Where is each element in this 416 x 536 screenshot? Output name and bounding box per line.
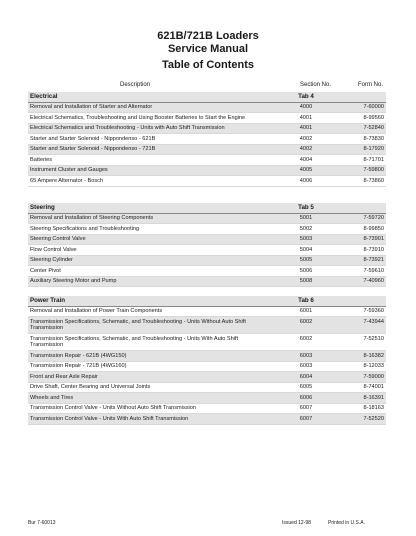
column-headers: [28, 82, 386, 92]
row-section-no: 6003: [299, 352, 313, 359]
toc-row: [28, 256, 386, 267]
toc-row: [28, 317, 386, 334]
toc-row: [28, 362, 386, 373]
section-name: Steering: [30, 203, 55, 211]
row-description: Steering Specifications and Troubleshooting: [30, 225, 140, 232]
col-section-no: Section No.: [300, 82, 332, 88]
row-form-no: 8-74001: [363, 384, 384, 390]
row-description: Instrument Cluster and Gauges: [30, 167, 108, 173]
title-block: [0, 30, 416, 71]
toc-row: [28, 124, 386, 135]
section-tab: Tab 6: [298, 296, 314, 304]
row-description: Drive Shaft, Center Bearing and Universal Joints: [30, 384, 151, 390]
footer-issue-date: Issued 12-98: [282, 520, 311, 526]
row-section-no: 4002: [299, 135, 313, 142]
toc-row: [28, 307, 386, 318]
footer-printed: Printed in U.S.A.: [328, 520, 365, 526]
row-form-no: 7-52520: [363, 415, 384, 422]
section-header: [28, 203, 386, 214]
row-section-no: 5008: [299, 278, 313, 284]
row-section-no: 5005: [299, 257, 313, 263]
row-section-no: 5003: [299, 236, 313, 242]
row-form-no: 8-71701: [363, 156, 384, 163]
row-description: Transmission Specifications, Schematic, and Troubleshooting - Units With Auto Shift Transmission: [30, 335, 239, 348]
row-section-no: 5001: [299, 215, 313, 221]
row-section-no: 4001: [299, 125, 313, 131]
row-section-no: 4002: [299, 146, 313, 152]
row-description: Transmission Specifications, Schematic, and Troubleshooting - Units Without Auto Shift Transmission: [30, 318, 246, 331]
row-section-no: 5002: [299, 225, 313, 232]
toc-row: [28, 224, 386, 235]
row-form-no: 8-99850: [363, 225, 384, 232]
toc-row: [28, 176, 386, 187]
row-section-no: 4005: [299, 167, 313, 173]
toc-row: [28, 277, 386, 288]
col-description: Description: [120, 82, 151, 88]
row-description: 65 Ampere Alternator - Bosch: [30, 177, 104, 184]
row-section-no: 6004: [299, 373, 313, 380]
toc-row: [28, 113, 386, 124]
manual-title: 621B/721B Loaders: [157, 30, 259, 42]
section-electrical: [28, 92, 386, 187]
row-description: Transmission Control Valve - Units With Auto Shift Transmission: [30, 415, 189, 422]
row-description: Transmission Repair - 721B (4WG160): [30, 363, 127, 369]
row-description: Electrical Schematics and Troubleshooting - Units with Auto Shift Transmission: [30, 125, 225, 131]
row-form-no: 7-52510: [363, 335, 384, 342]
section-tab: Tab 4: [298, 92, 314, 100]
row-form-no: 8-73901: [363, 236, 384, 242]
row-form-no: 8-12033: [363, 363, 384, 369]
row-form-no: 7-59610: [363, 267, 384, 274]
row-section-no: 6007: [299, 405, 313, 411]
section-header: [28, 296, 386, 307]
row-description: Batteries: [30, 156, 53, 163]
row-section-no: 4000: [299, 104, 313, 110]
row-section-no: 4001: [299, 114, 313, 121]
row-form-no: 8-18163: [363, 405, 384, 411]
section-name: Power Train: [30, 296, 66, 304]
row-section-no: 6005: [299, 384, 313, 390]
row-form-no: 8-73921: [363, 257, 384, 263]
row-form-no: 8-99560: [363, 114, 384, 121]
toc-row: [28, 166, 386, 177]
toc-row: [28, 372, 386, 383]
row-description: Transmission Control Valve - Units Without Auto Shift Transmission: [30, 405, 197, 411]
row-form-no: 8-16382: [363, 352, 384, 359]
row-form-no: 7-59000: [363, 373, 384, 380]
toc-row: [28, 383, 386, 394]
row-section-no: 4006: [299, 177, 313, 184]
toc-row: [28, 235, 386, 246]
row-form-no: 7-59360: [363, 308, 384, 314]
row-form-no: 8-17920: [363, 146, 384, 152]
row-form-no: 8-73830: [363, 135, 384, 142]
row-description: Wheels and Tires: [30, 394, 74, 401]
row-description: Starter and Starter Solenoid - Nippondenso - 721B: [30, 146, 156, 152]
col-form-no: Form No.: [358, 82, 384, 88]
row-section-no: 6002: [299, 335, 313, 342]
row-description: Steering Control Valve: [30, 236, 86, 242]
row-form-no: 7-52840: [363, 125, 384, 131]
row-description: Starter and Starter Solenoid - Nippondenso - 621B: [30, 135, 156, 142]
row-description: Electrical Schematics, Troubleshooting and Using Booster Batteries to Start the Engine: [30, 114, 246, 121]
toc-row: [28, 155, 386, 166]
toc-row: [28, 214, 386, 225]
toc-row: [28, 245, 386, 256]
row-form-no: 7-60000: [363, 104, 384, 110]
toc-row: [28, 103, 386, 114]
row-description: Removal and Installation of Power Train Components: [30, 308, 163, 314]
row-description: Front and Rear Axle Repair: [30, 373, 98, 380]
row-description: Transmission Repair - 621B (4WG150): [30, 352, 127, 359]
row-section-no: 6002: [299, 318, 313, 325]
row-form-no: 8-16391: [363, 394, 384, 401]
row-form-no: 7-59720: [363, 215, 384, 221]
toc-row: [28, 334, 386, 351]
row-form-no: 8-73860: [363, 177, 384, 184]
row-form-no: 7-40960: [363, 278, 384, 284]
toc-row: [28, 414, 386, 425]
toc-row: [28, 134, 386, 145]
row-form-no: 7-59800: [363, 167, 384, 173]
section-power-train: [28, 296, 386, 425]
toc-row: [28, 145, 386, 156]
row-section-no: 5006: [299, 267, 313, 274]
toc-row: [28, 393, 386, 404]
footer-form-number: Bur 7-60013: [28, 520, 56, 526]
section-header: [28, 92, 386, 103]
section-tab: Tab 5: [298, 203, 314, 211]
row-section-no: 6001: [299, 308, 313, 314]
row-description: Steering Cylinder: [30, 257, 73, 263]
row-section-no: 6003: [299, 363, 313, 369]
row-description: Removal and Installation of Starter and Alternator: [30, 104, 153, 110]
row-section-no: 5004: [299, 246, 313, 253]
row-description: Flow Control Valve: [30, 246, 77, 253]
row-description: Auxiliary Steering Motor and Pump: [30, 278, 117, 284]
toc-row: [28, 266, 386, 277]
toc-heading: Table of Contents: [161, 59, 255, 71]
toc-row: [28, 351, 386, 362]
toc-row: [28, 404, 386, 415]
row-section-no: 6006: [299, 394, 313, 401]
section-name: Electrical: [30, 92, 58, 100]
row-form-no: 8-73910: [363, 246, 384, 253]
row-section-no: 4004: [299, 156, 313, 163]
row-description: Removal and Installation of Steering Components: [30, 215, 154, 221]
row-section-no: 6007: [299, 415, 313, 422]
row-description: Center Pivot: [30, 267, 61, 274]
manual-subtitle: Service Manual: [167, 43, 249, 55]
row-form-no: 7-43944: [363, 318, 384, 325]
section-steering: [28, 203, 386, 287]
